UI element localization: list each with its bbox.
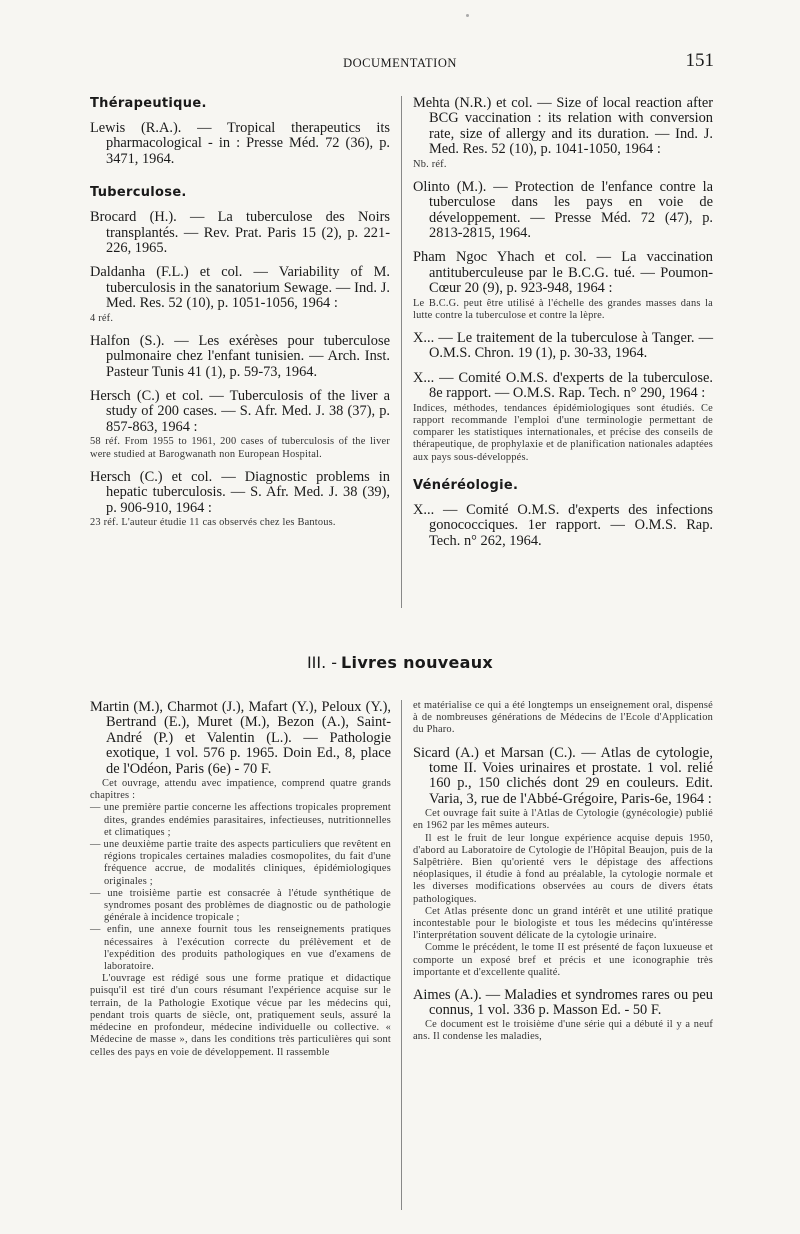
book-citation: Aimes (A.). — Maladies et syndromes rares ou peu connus, 1 vol. 336 p. Masson Ed. - 50 F. bbox=[413, 987, 713, 1019]
book-review bbox=[413, 808, 713, 979]
citation: X... — Comité O.M.S. d'experts des infections gonococciques. 1er rapport. — O.M.S. Rap. Tech. n° 262, 1964. bbox=[413, 501, 713, 549]
review-paragraph: Comme le précédent, le tome II est présenté de façon luxueuse et comporte un exposé bref et précis et une iconographie très importante et d'excellente qualité. bbox=[413, 942, 713, 978]
citation: X... — Le traitement de la tuberculose à Tanger. — O.M.S. Chron. 19 (1), p. 30-33, 1964. bbox=[413, 330, 713, 362]
bibliography-entry bbox=[90, 470, 390, 529]
book-entry bbox=[413, 988, 713, 1043]
bibliography-entry bbox=[413, 180, 713, 242]
annotation: 4 réf. bbox=[90, 312, 114, 324]
running-header: DOCUMENTATION bbox=[343, 56, 457, 70]
book-entry bbox=[413, 746, 713, 979]
bottom-right-column bbox=[413, 700, 713, 1052]
section-heading-tuberculose: Tuberculose. bbox=[90, 185, 187, 201]
book-citation: Martin (M.), Charmot (J.), Mafart (Y.), Peloux (Y.), Bertrand (E.), Muret (M.), Bezon (A.), Saint-André (P.) et Valentin (L.). — Pathologie exotique, 1 vol. 576 p. 1965. Doin Ed., 8, place de l'Odéon, Paris (6e) - 70 F. bbox=[90, 699, 391, 777]
bibliography-entry bbox=[90, 334, 390, 380]
review-continuation: et matérialise ce qui a été longtemps un enseignement oral, dispensé à de nombreuses générations de Médecins de l'Ecole d'Application du Pharo. bbox=[413, 700, 713, 736]
column-divider bbox=[401, 700, 402, 1210]
bibliography-entry bbox=[90, 389, 390, 461]
review-paragraph: Cet ouvrage fait suite à l'Atlas de Cytologie (gynécologie) publié en 1962 par les mêmes auteurs. bbox=[413, 808, 713, 832]
citation: Mehta (N.R.) et col. — Size of local reaction after BCG vaccination : its relation with conversion rate, size of allergy and its duration. — Ind. J. Med. Res. 52 (10), p. 1041-1050, 1964 : bbox=[413, 95, 713, 158]
citation: Hersch (C.) et col. — Tuberculosis of the liver a study of 200 cases. — S. Afr. Med. J. 38 (37), p. 857-863, 1964 : bbox=[90, 388, 390, 435]
bibliography-entry bbox=[90, 210, 390, 256]
annotation: 58 réf. From 1955 to 1961, 200 cases of tuberculosis of the liver were studied at Barogwanath non European Hospital. bbox=[90, 436, 390, 460]
top-left-column bbox=[90, 96, 390, 538]
review-list-item: — une troisième partie est consacrée à l'étude synthétique de syndromes posant des problèmes de diagnostic ou de pathologie générale à incidence tropicale ; bbox=[90, 887, 391, 924]
review-list-item: — enfin, une annexe fournit tous les renseignements pratiques nécessaires à l'exécution correcte du prélèvement et de l'expédition des produits pathologiques en vue d'examens de laboratoire. bbox=[90, 924, 391, 973]
scan-speck bbox=[466, 14, 469, 17]
citation: Olinto (M.). — Protection de l'enfance contre la tuberculose dans les pays en voie de développement. — Presse Méd. 72 (47), p. 2813-2815, 1964. bbox=[413, 178, 713, 242]
bibliography-entry bbox=[413, 96, 713, 171]
bibliography-entry bbox=[413, 250, 713, 322]
part-number: III. - bbox=[306, 653, 338, 672]
bottom-left-column bbox=[90, 700, 391, 1059]
review-intro: Cet ouvrage, attendu avec impatience, comprend quatre grands chapitres : bbox=[90, 778, 391, 802]
section-heading-therapeutique: Thérapeutique. bbox=[90, 96, 207, 111]
annotation: Indices, méthodes, tendances épidémiologiques sont étudiés. Ce rapport recommande l'emploi d'une terminologie permettant de comparer les statistiques internationales, et précise des conseils de thérapeutique, de prophylaxie et de planification nationales adaptées aux pays sous-développés. bbox=[413, 402, 713, 463]
citation: Brocard (H.). — La tuberculose des Noirs transplantés. — Rev. Prat. Paris 15 (2), p. 221-226, 1965. bbox=[90, 209, 390, 257]
citation: X... — Comité O.M.S. d'experts de la tuberculose. 8e rapport. — O.M.S. Rap. Tech. n° 290, 1964 : bbox=[413, 369, 713, 402]
book-review bbox=[90, 778, 391, 1059]
part-title: Livres nouveaux bbox=[341, 653, 494, 672]
bibliography-entry bbox=[90, 121, 390, 167]
book-citation: Sicard (A.) et Marsan (C.). — Atlas de cytologie, tome II. Voies urinaires et prostate. 1 vol. relié 160 p., 150 clichés dont 29 en couleurs. Edit. Varia, 3, rue de l'Abbé-Grégoire, Paris-6e, 1964 : bbox=[413, 744, 713, 807]
review-closing: L'ouvrage est rédigé sous une forme pratique et didactique puisqu'il est tiré d'un cours résumant l'expérience acquise sur le terrain, de la Pathologie Exotique vécue par les médecins qui, pendant trois quarts de siècle, ont, pratiquement seuls, assuré la médecine en profondeur, médecine individuelle ou collective. « Médecine de masse », dans les conditions très particulières qui sont celles des pays en voie de développement. Il rassemble bbox=[90, 973, 391, 1058]
page-number: 151 bbox=[685, 50, 714, 71]
annotation: Le B.C.G. peut être utilisé à l'échelle des grandes masses dans la lutte contre la tuberculose et contre la lèpre. bbox=[413, 297, 713, 321]
bibliography-entry bbox=[413, 371, 713, 464]
citation: Daldanha (F.L.) et col. — Variability of M. tuberculosis in the sanatorium Sewage. — Ind. J. Med. Res. 52 (10), p. 1051-1056, 1964 : bbox=[90, 264, 390, 312]
part-heading bbox=[0, 653, 800, 673]
citation: Halfon (S.). — Les exérèses pour tuberculose pulmonaire chez l'enfant tunisien. — Arch. Inst. Pasteur Tunis 41 (1), p. 59-73, 1964. bbox=[90, 332, 390, 380]
bibliography-entry bbox=[413, 331, 713, 362]
annotation: 23 réf. L'auteur étudie 11 cas observés chez les Bantous. bbox=[90, 516, 336, 528]
review-paragraph: Cet Atlas présente donc un grand intérêt et une utilité pratique incontestable pour le biologiste et tous les médecins qu'intéresse l'interprétation souvent délicate de la cytologie urinaire. bbox=[413, 905, 713, 942]
review-paragraph: Il est le fruit de leur longue expérience acquise depuis 1950, d'abord au Laboratoire de Cytologie de l'Hôpital Beaujon, puis de la Salpêtrière. Bien qu'orienté vers le dépistage des affections néoplasiques, il étudie à fond au préalable, la cytologie normale et les diverses modifications observées au cours de divers états pathologiques. bbox=[413, 832, 713, 905]
section-heading-venereologie: Vénéréologie. bbox=[413, 477, 519, 493]
top-right-column bbox=[413, 96, 713, 558]
column-divider bbox=[401, 96, 402, 608]
citation: Pham Ngoc Yhach et col. — La vaccination antituberculeuse par le B.C.G. tué. — Poumon-Cœur 20 (9), p. 923-948, 1964 : bbox=[413, 249, 713, 297]
citation: Hersch (C.) et col. — Diagnostic problems in hepatic tuberculosis. — S. Afr. Med. J. 38 (39), p. 906-910, 1964 : bbox=[90, 468, 390, 516]
review-list-item: — une deuxième partie traite des aspects particuliers que revêtent en régions tropicales certaines maladies cosmopolites, du fait d'une fréquence accrue, de modalités cliniques, épidémiologiques originales ; bbox=[90, 839, 391, 887]
bibliography-entry bbox=[413, 503, 713, 549]
review-paragraph: Ce document est le troisième d'une série qui a débuté il y a neuf ans. Il condense les maladies, bbox=[413, 1018, 713, 1043]
annotation: Nb. réf. bbox=[413, 158, 447, 170]
review-list-item: — une première partie concerne les affections tropicales proprement dites, grandes endémies parasitaires, infectieuses, nutritionnelles et climatiques ; bbox=[90, 802, 391, 838]
bibliography-entry bbox=[90, 265, 390, 324]
citation: Lewis (R.A.). — Tropical therapeutics its pharmacological - in : Presse Méd. 72 (36), p. 3471, 1964. bbox=[90, 120, 390, 167]
